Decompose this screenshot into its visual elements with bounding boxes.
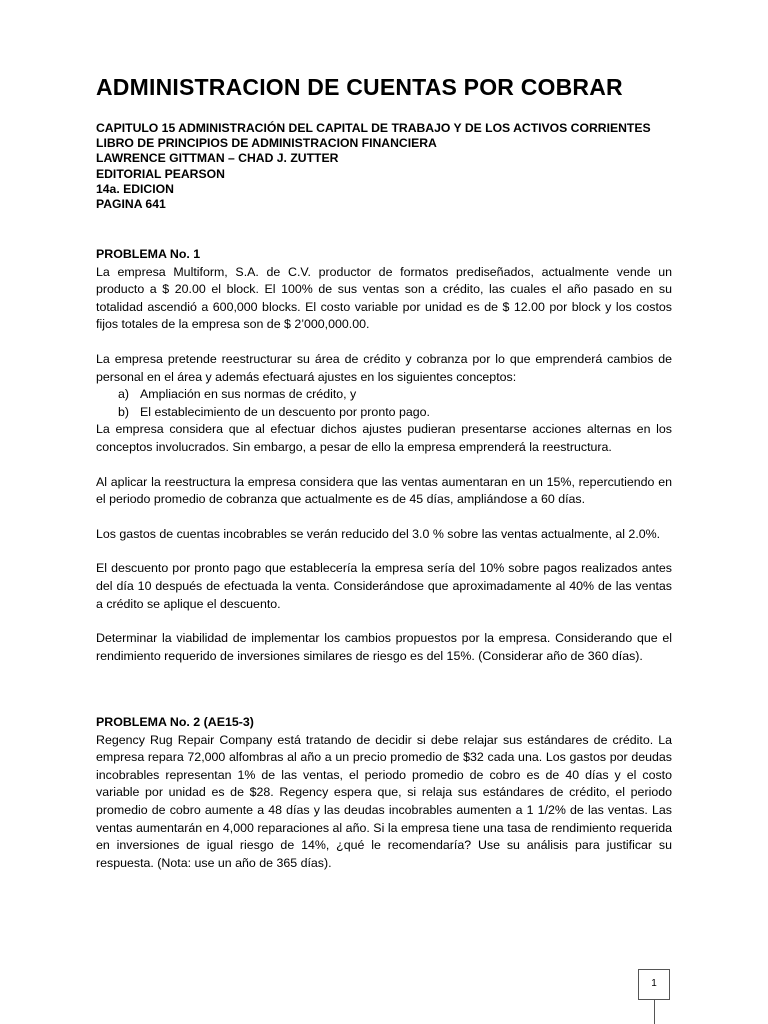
header-chapter-line: CAPITULO 15 ADMINISTRACIÓN DEL CAPITAL DE TRABAJO Y DE LOS ACTIVOS CORRIENTES — [96, 121, 651, 135]
list-item — [118, 386, 672, 404]
problem-2-section — [96, 714, 672, 889]
document-title: ADMINISTRACION DE CUENTAS POR COBRAR — [96, 74, 623, 100]
book-reference-header — [96, 121, 651, 212]
page-number-connector-line — [654, 1000, 655, 1024]
list-marker: a) — [118, 387, 130, 402]
header-publisher-line: EDITORIAL PEARSON — [96, 166, 225, 181]
page-number-box: 1 — [638, 969, 670, 1000]
list-item-text: Ampliación en sus normas de crédito, y — [140, 387, 357, 402]
problem-1-paragraph: El descuento por pronto pago que establecería la empresa sería del 10% sobre pagos realizados antes del día 10 después de efectuada la venta. Considerándose que aproximadamente al 40% de las ventas a crédito se aplique el descuento. — [96, 561, 672, 611]
header-authors-line: LAWRENCE GITTMAN – CHAD J. ZUTTER — [96, 151, 339, 166]
problem-1-paragraph: La empresa Multiform, S.A. de C.V. productor de formatos prediseñados, actualmente vende un producto a $ 20.00 el block. El 100% de sus ventas son a crédito, las cuales el año pasado en su totalidad ascendió a 600,000 blocks. El costo variable por unidad es de $ 12.00 por block y los costos fijos totales de la empresa son de $ 2’000,000.00. — [96, 264, 672, 332]
problem-2-heading: PROBLEMA No. 2 (AE15-3) — [96, 715, 254, 729]
header-book-line: LIBRO DE PRINCIPIOS DE ADMINISTRACION FINANCIERA — [96, 136, 437, 151]
problem-1-concepts-list — [118, 386, 672, 421]
problem-1-heading: PROBLEMA No. 1 — [96, 247, 201, 261]
list-marker: b) — [118, 404, 130, 419]
header-page-line: PAGINA 641 — [96, 197, 166, 212]
list-item — [118, 404, 672, 422]
list-item-text: El establecimiento de un descuento por pronto pago. — [140, 404, 431, 419]
problem-1-paragraph: La empresa pretende reestructurar su área de crédito y cobranza por lo que emprenderá cambios de personal en el área y además efectuará ajustes en los siguientes conceptos: — [96, 351, 672, 384]
problem-1-paragraph: La empresa considera que al efectuar dichos ajustes pudieran presentarse acciones alternas en los conceptos involucrados. Sin embargo, a pesar de ello la empresa emprenderá la reestructura. — [96, 422, 672, 454]
problem-1-paragraph: Al aplicar la reestructura la empresa considera que las ventas aumentaran en un 15%, repercutiendo en el periodo promedio de cobranza que actualmente es de 45 días, ampliándose a 60 días. — [96, 474, 672, 507]
problem-1-section — [96, 246, 672, 682]
problem-2-paragraph: Regency Rug Repair Company está tratando de decidir si debe relajar sus estándares de crédito. La empresa repara 72,000 alfombras al año a un precio promedio de $32 cada una. Los gastos por deudas incobrables representan 1% de las ventas, el periodo promedio de cobro es de 40 días y el costo variable por unidad es de $28. Regency espera que, si relaja sus estándares de crédito, el periodo promedio de cobro aumente a 48 días y las deudas incobrables aumenten a 1 1/2% de las ventas. Las ventas aumentarán en 4,000 reparaciones al año. Si la empresa tiene una tasa de rendimiento requerida en inversiones de igual riesgo de 14%, ¿qué le recomendaría? Use su análisis para justificar su respuesta. (Nota: use un año de 365 días). — [96, 732, 672, 870]
problem-1-paragraph: Los gastos de cuentas incobrables se verán reducido del 3.0 % sobre las ventas actualmente, al 2.0%. — [96, 526, 661, 541]
problem-1-paragraph: Determinar la viabilidad de implementar los cambios propuestos por la empresa. Considerando que el rendimiento requerido de inversiones similares de riesgo es del 15%. (Considerar año de 360 días). — [96, 631, 672, 663]
header-edition-line: 14a. EDICION — [96, 181, 174, 196]
